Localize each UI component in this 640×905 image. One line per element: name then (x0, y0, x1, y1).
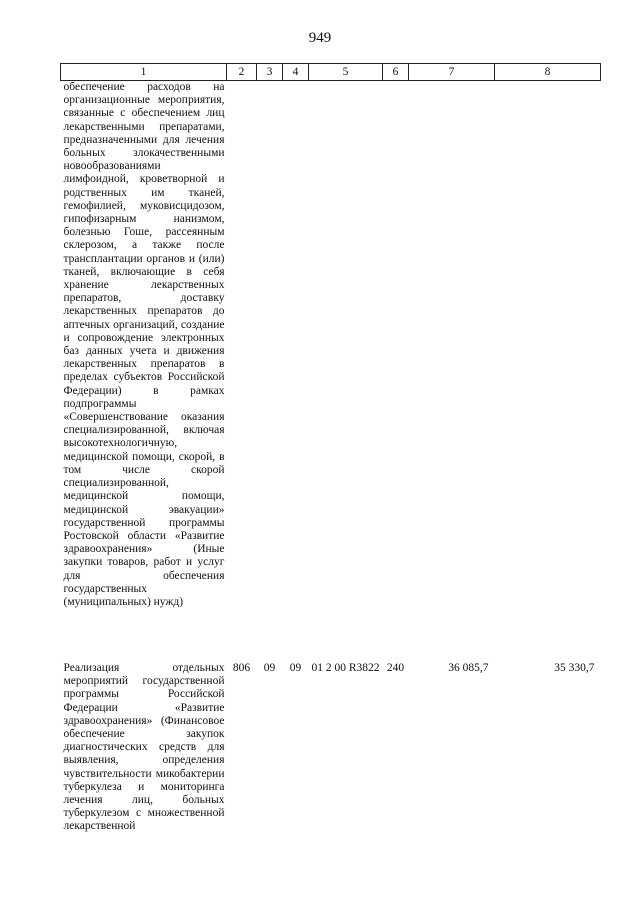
header-col-1: 1 (61, 64, 227, 81)
cell-subsection (283, 81, 309, 662)
table-row (61, 81, 601, 662)
cell-target-article (309, 81, 383, 662)
cell-expense-type: 240 (386, 662, 405, 674)
cell-subsection: 09 (289, 662, 302, 674)
cell-amount-1 (409, 81, 495, 662)
header-col-5: 5 (309, 64, 383, 81)
cell-ministry (227, 81, 257, 662)
header-col-2: 2 (227, 64, 257, 81)
cell-amount-2: 35 330,7 (554, 662, 595, 674)
header-col-3: 3 (257, 64, 283, 81)
page-number: 949 (308, 30, 332, 46)
header-col-4: 4 (283, 64, 309, 81)
row-description: Реализация отдельных мероприятий государственной программы Российской Федерации «Развитие здравоохранения» (Финансовое обеспечение закупок диагностических средств для выявления, определения чувствительности микобактерии туберкулеза и мониторинга лечения лиц, больных туберкулезом с множественной лекарственной (63, 662, 225, 833)
cell-ministry: 806 (232, 662, 251, 674)
budget-table (60, 63, 601, 834)
header-col-8: 8 (495, 64, 601, 81)
cell-expense-type (383, 81, 409, 662)
cell-section: 09 (263, 662, 276, 674)
cell-amount-1: 36 085,7 (448, 662, 489, 674)
table-row (61, 661, 601, 834)
header-col-6: 6 (383, 64, 409, 81)
cell-target-article: 01 2 00 R3822 (311, 662, 380, 674)
cell-section (257, 81, 283, 662)
header-col-7: 7 (409, 64, 495, 81)
cell-amount-2 (495, 81, 601, 662)
row-description: обеспечение расходов на организационные мероприятия, связанные с обеспечением лиц лекарственными препаратами, предназначенными для лечения больных злокачественными новообразованиями лимфоидной, кроветворной и родственных им тканей, гемофилией, муковисцидозом, гипофизарным нанизмом, болезнью Гоше, рассеянным склерозом, а также после трансплантации органов и (или) тканей, включающие в себя хранение лекарственных препаратов, доставку лекарственных препаратов до аптечных организаций, создание и сопровождение электронных баз данных учета и движения лекарственных препаратов в пределах субъектов Российской Федерации) в рамках подпрограммы «Совершенствование оказания специализированной, включая высокотехнологичную, медицинской помощи, скорой, в том числе скорой специализированной, медицинской помощи, медицинской эвакуации» государственной программы Ростовской области «Развитие здравоохранения» (Иные закупки товаров, работ и услуг для обеспечения государственных (муниципальных) нужд) (63, 81, 225, 608)
table-header-row (61, 64, 601, 81)
